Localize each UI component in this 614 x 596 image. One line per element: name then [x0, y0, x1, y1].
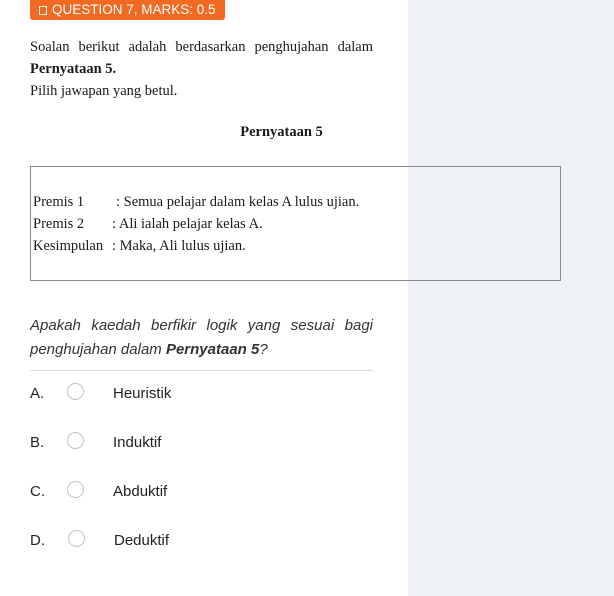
side-panel	[408, 0, 614, 596]
option-letter: A.	[30, 385, 45, 402]
statement-key: Kesimpulan	[33, 238, 104, 254]
question-line-1: Apakah kaedah berfikir logik yang sesuai bagi	[30, 317, 373, 334]
option-label[interactable]: Deduktif	[114, 532, 170, 549]
option-letter: D.	[30, 532, 45, 549]
question-intro	[30, 36, 373, 102]
statement-row	[33, 216, 263, 233]
divider	[30, 370, 373, 371]
option-label[interactable]: Abduktif	[113, 483, 168, 500]
question-text	[30, 314, 373, 362]
statement-value: : Ali ialah pelajar kelas A.	[112, 216, 263, 232]
intro-line-1: Soalan berikut adalah berdasarkan penghujahan dalam	[30, 39, 373, 55]
option-label[interactable]: Induktif	[113, 434, 162, 451]
statement-box	[30, 166, 561, 281]
statement-row	[33, 194, 359, 211]
question-line-2-bold: Pernyataan 5	[165, 341, 260, 358]
option-b-radio[interactable]	[67, 432, 84, 449]
option-letter: C.	[30, 483, 45, 500]
option-c-radio[interactable]	[67, 481, 84, 498]
statement-key: Premis 2	[33, 216, 85, 232]
question-line-2-suffix: ?	[259, 341, 268, 358]
option-label[interactable]: Heuristik	[113, 385, 172, 402]
statement-key: Premis 1	[33, 194, 85, 210]
statement-title: Pernyataan 5	[240, 124, 323, 140]
option-a-radio[interactable]	[67, 383, 84, 400]
statement-value: : Semua pelajar dalam kelas A lulus ujian.	[116, 194, 360, 210]
question-badge	[30, 0, 225, 20]
option-letter: B.	[30, 434, 45, 451]
statement-value: : Maka, Ali lulus ujian.	[112, 238, 246, 254]
intro-line-2: Pernyataan 5.	[30, 61, 117, 77]
flag-icon[interactable]	[39, 6, 47, 15]
statement-row	[33, 238, 246, 255]
intro-line-3: Pilih jawapan yang betul.	[30, 83, 178, 99]
option-d-radio[interactable]	[68, 530, 85, 547]
question-badge-label: QUESTION 7, MARKS: 0.5	[52, 2, 216, 17]
question-line-2-prefix: penghujahan dalam	[30, 341, 166, 358]
